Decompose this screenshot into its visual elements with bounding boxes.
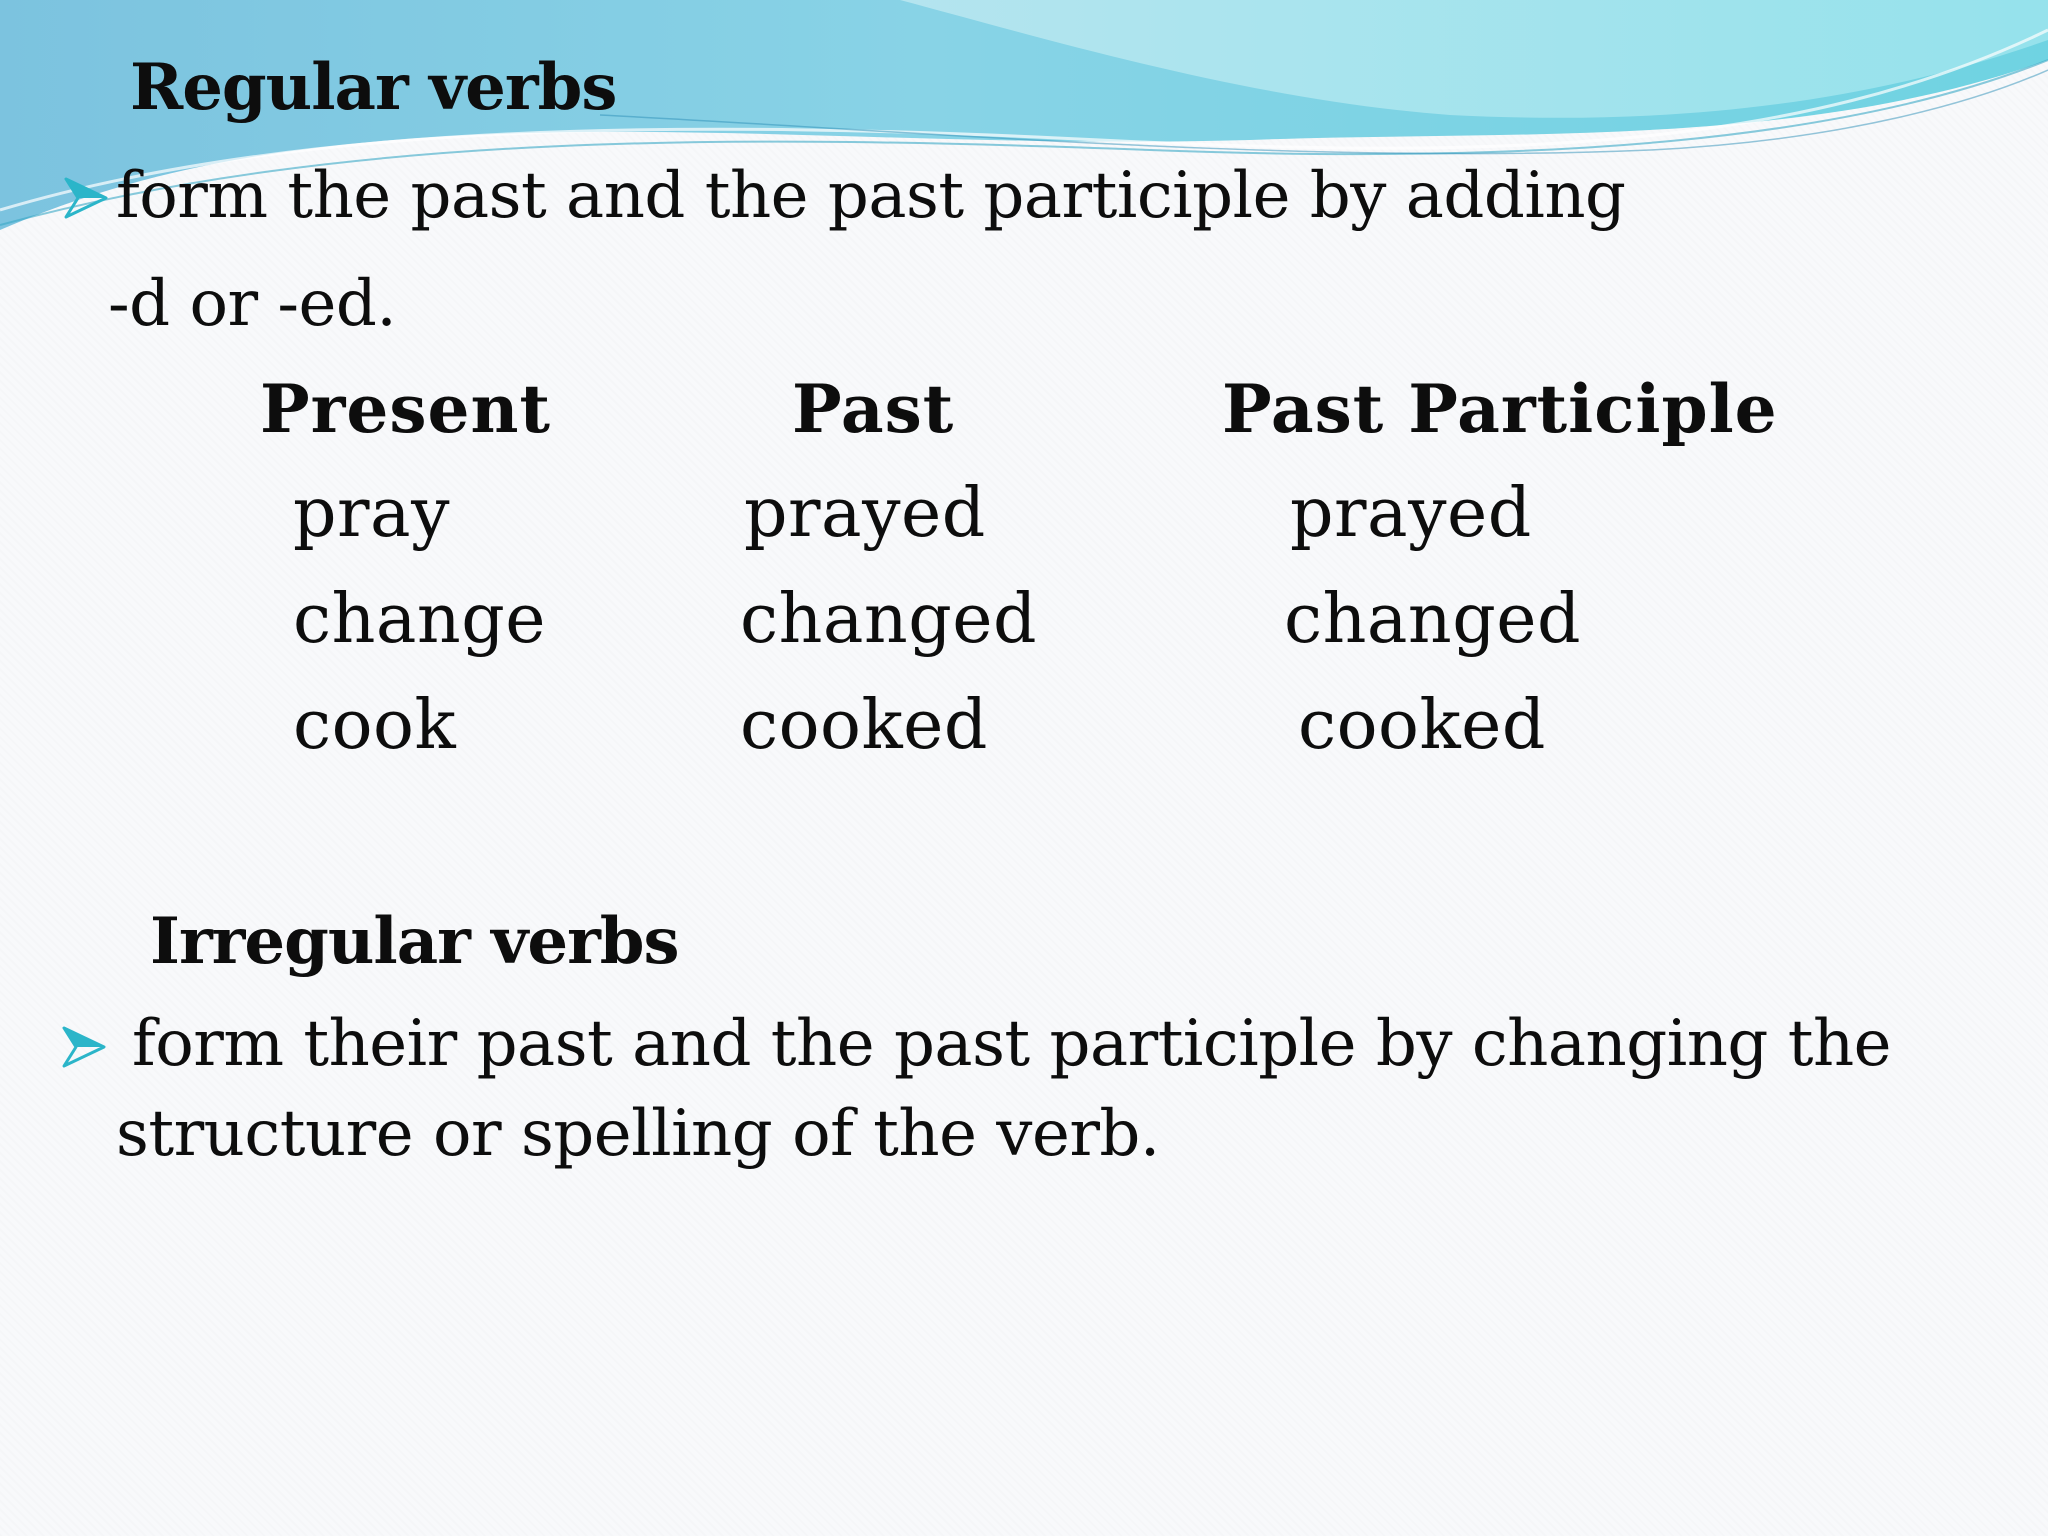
table-cell-past: changed <box>740 580 1038 659</box>
table-cell-present: cook <box>293 686 457 765</box>
column-header-past: Past <box>792 370 955 448</box>
irregular-verbs-heading: Irregular verbs <box>150 904 679 979</box>
table-cell-present: pray <box>293 474 450 553</box>
regular-bullet-line1: form the past and the past participle by adding <box>116 159 1626 233</box>
table-cell-present: change <box>293 580 546 659</box>
column-header-past-participle: Past Participle <box>1222 370 1778 448</box>
table-cell-past: prayed <box>744 474 986 553</box>
regular-bullet-line2: -d or -ed. <box>108 267 397 341</box>
arrow-bullet-icon <box>62 175 110 221</box>
regular-verbs-heading: Regular verbs <box>130 50 617 125</box>
arrow-bullet-icon <box>60 1024 108 1070</box>
column-header-present: Present <box>260 370 552 448</box>
table-cell-past-participle: prayed <box>1290 474 1532 553</box>
irregular-bullet-line1: form their past and the past participle by changing the <box>132 1007 1892 1081</box>
table-cell-past-participle: changed <box>1284 580 1582 659</box>
table-cell-past-participle: cooked <box>1298 686 1546 765</box>
irregular-bullet-line2: structure or spelling of the verb. <box>116 1097 1160 1171</box>
table-cell-past: cooked <box>740 686 988 765</box>
